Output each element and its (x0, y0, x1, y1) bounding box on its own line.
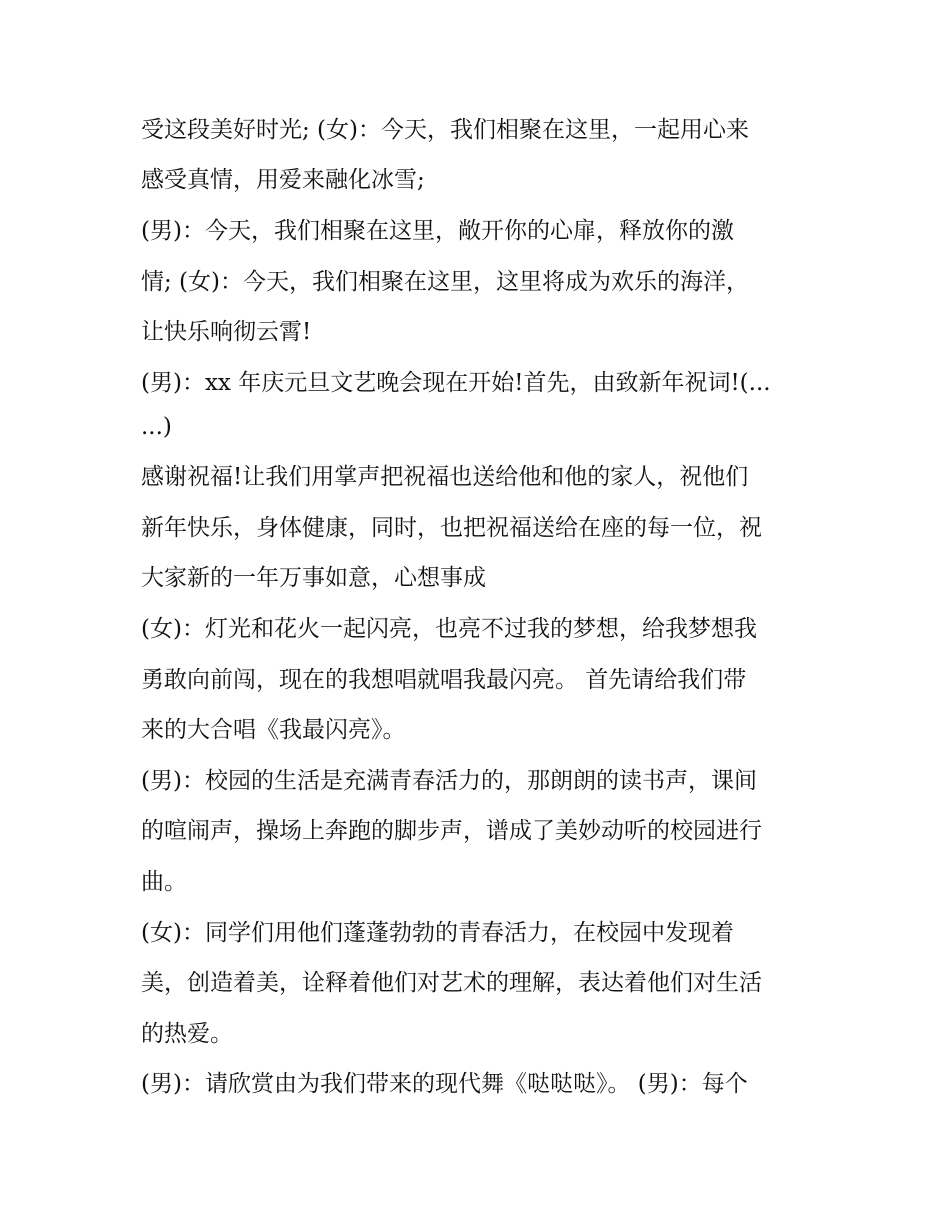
text-line: 让快乐响彻云霄! (141, 319, 312, 345)
text-line: 美，创造着美，诠释着他们对艺术的理解，表达着他们对生活 (141, 970, 762, 996)
text-line: (女)：同学们用他们蓬蓬勃勃的青春活力，在校园中发现着 (141, 920, 734, 946)
text-line: (男)：xx 年庆元旦文艺晚会现在开始!首先，由致新年祝词!(... (141, 370, 771, 396)
text-line: ...) (141, 414, 172, 440)
text-line: 感受真情，用爱来融化冰雪; (141, 167, 425, 193)
text-line: 曲。 (141, 869, 187, 895)
text-line: 的热爱。 (141, 1021, 233, 1047)
text-line: (男)：请欣赏由为我们带来的现代舞《哒哒哒》。 (男)：每个 (141, 1071, 748, 1097)
text-line: 新年快乐，身体健康，同时，也把祝福送给在座的每一位，祝 (141, 515, 762, 541)
text-line: 情; (女)：今天，我们相聚在这里，这里将成为欢乐的海洋， (141, 269, 750, 295)
text-line: 感谢祝福!让我们用掌声把祝福也送给他和他的家人，祝他们 (141, 464, 749, 490)
text-line: (女)：灯光和花火一起闪亮，也亮不过我的梦想，给我梦想我 (141, 616, 757, 642)
text-line: (男)：校园的生活是充满青春活力的，那朗朗的读书声，课间 (141, 768, 757, 794)
text-line: 来的大合唱《我最闪亮》。 (141, 717, 406, 743)
text-line: 受这段美好时光; (女)：今天，我们相聚在这里，一起用心来 (141, 117, 750, 143)
text-line: 大家新的一年万事如意，心想事成 (141, 565, 486, 591)
text-line: (男)：今天，我们相聚在这里，敞开你的心扉，释放你的激 (141, 218, 734, 244)
text-line: 的喧闹声，操场上奔跑的脚步声，谱成了美妙动听的校园进行 (141, 818, 762, 844)
text-line: 勇敢向前闯，现在的我想唱就唱我最闪亮。 首先请给我们带 (141, 667, 747, 693)
